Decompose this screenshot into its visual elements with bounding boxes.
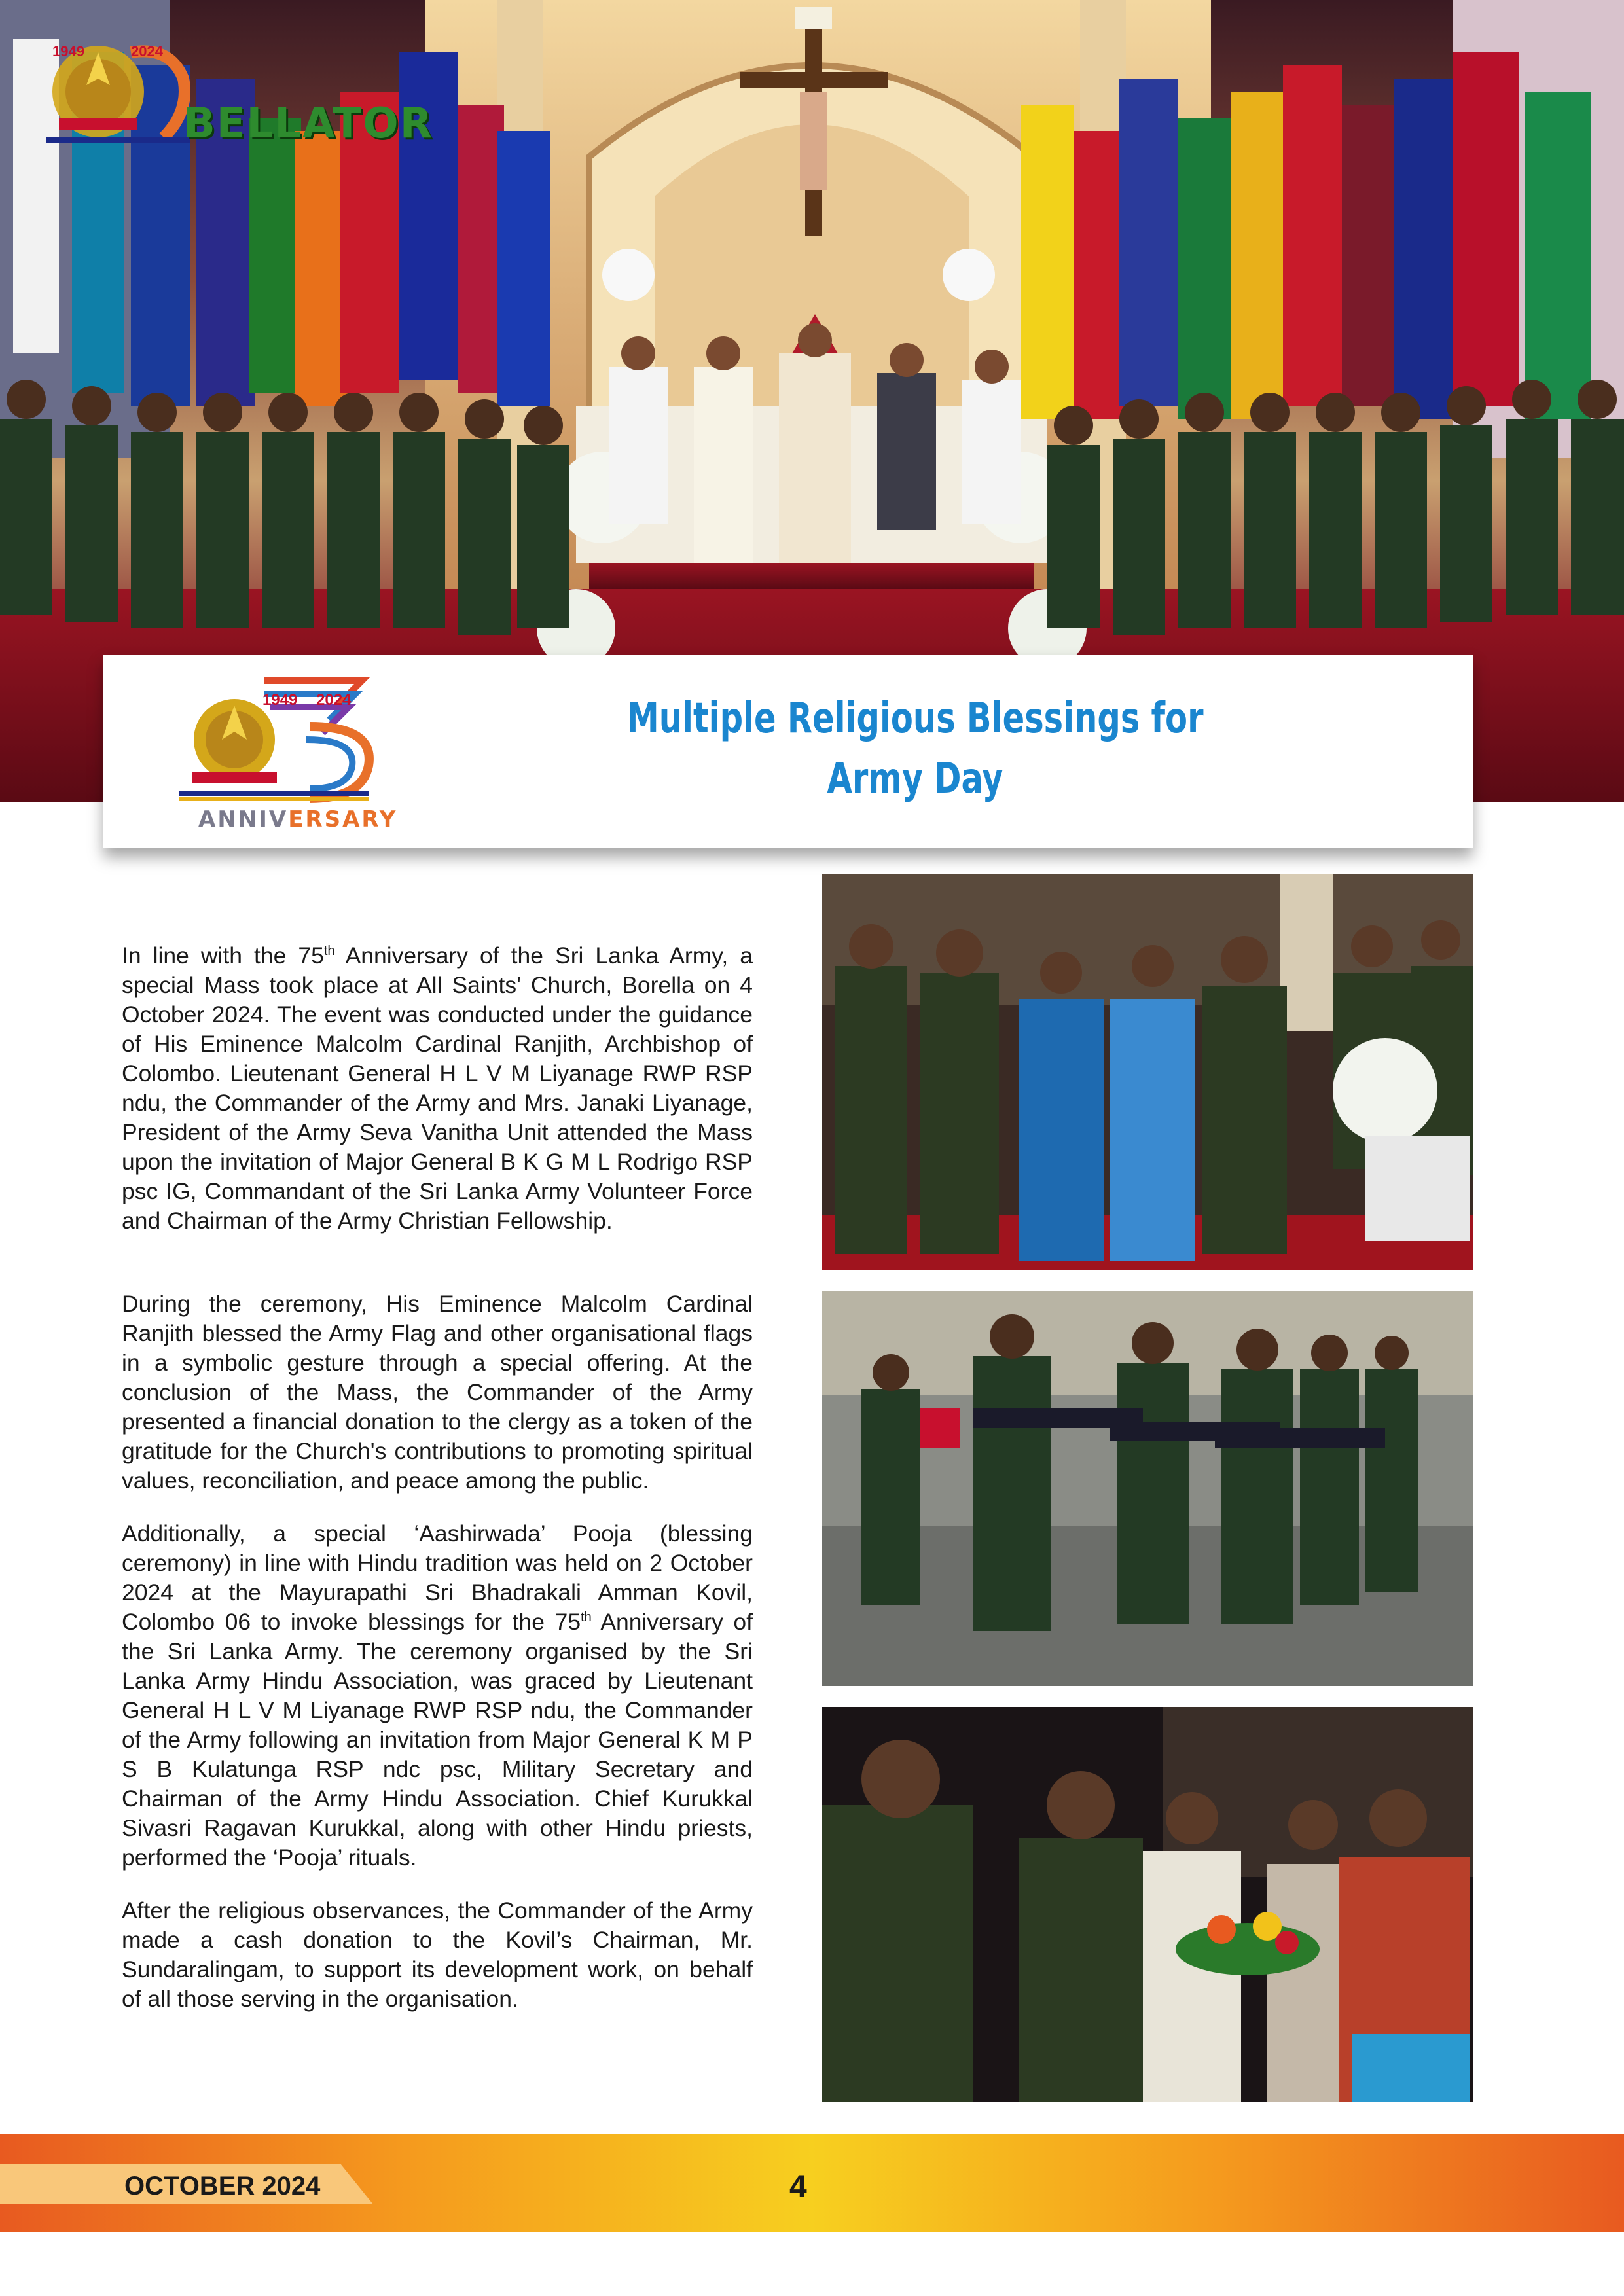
anniversary-label: [198, 806, 398, 833]
article-paragraph-4: After the religious observances, the Commander of the Army made a cash donation to the Kovil’s Chairman, Mr. Sundaralingam, to support its development work, on behalf of all those serving in the organisation.: [122, 1897, 753, 2012]
flag-procession-illustration: [822, 1291, 1473, 1686]
masthead-year-start: 1949: [52, 43, 84, 60]
hindu-pooja-illustration: [822, 1707, 1473, 2102]
logo-year-start: 1949: [262, 691, 298, 709]
article-paragraph-3: Additionally, a special ‘Aashirwada’ Pooja (blessing ceremony) in line with Hindu tradition was held on 2 October 2024 at the Mayurapathi Sri Bhadrakali Amman Kovil, Colombo 06 to invoke blessings for the 75th Anniversary of the Sri Lanka Army. The ceremony organised by the Sri Lanka Army Hindu Association, was graced by Lieutenant General H L V M Liyanage RWP RSP ndu, the Commander of the Army following an invitation from Major General K M P S B Kulatunga RSP ndc psc, Military Secretary and Chairman of the Army Hindu Association. Chief Kurukkal Sivasri Ragavan Kurukkal, along with other Hindu priests, performed the ‘Pooja’ rituals.: [122, 1520, 753, 1871]
logo-year-end: 2024: [316, 691, 352, 709]
photo-mass-attendees: [822, 874, 1473, 1270]
article-paragraph-1: In line with the 75th Anniversary of the Sri Lanka Army, a special Mass took place at All Saints' Church, Borella on 4 October 2024. The event was conducted under the guidance of His Eminence Malcolm Cardinal Ranjith, Archbishop of Colombo. Lieutenant General H L V M Liyanage RWP RSP ndu, the Commander of the Army and Mrs. Janaki Liyanage, President of the Army Seva Vanitha Unit attended the Mass upon the invitation of Major General B K G M L Rodrigo RSP psc IG, Commandant of the Sri Lanka Army Volunteer Force and Chairman of the Army Christian Fellowship.: [122, 942, 753, 1234]
photo-flag-procession: [822, 1291, 1473, 1686]
article-title: [532, 689, 1298, 809]
masthead-year-end: 2024: [131, 43, 163, 60]
page-number: 4: [789, 2170, 807, 2204]
mass-attendees-illustration: [822, 874, 1473, 1270]
masthead: [20, 26, 439, 157]
article-title-line2: Army Day: [827, 755, 1003, 803]
anniversary-logo: [166, 668, 398, 838]
anniversary-label-part-b: ERSARY: [288, 806, 398, 833]
article-title-card: [103, 655, 1473, 848]
masthead-name: BELLATOR: [183, 99, 433, 148]
anniversary-label-part-a: ANNIV: [198, 806, 289, 833]
anniversary-75-emblem-icon: [166, 668, 382, 805]
article-paragraph-2: During the ceremony, His Eminence Malcolm Cardinal Ranjith blessed the Army Flag and other organisational flags in a symbolic gesture through a special offering. At the conclusion of the Mass, the Commander of the Army presented a financial donation to the clergy as a token of the gratitude for the Church's contributions to promoting spiritual values, reconciliation, and peace among the public.: [122, 1291, 753, 1494]
article-title-line1: Multiple Religious Blessings for: [626, 694, 1204, 743]
photo-hindu-pooja: [822, 1707, 1473, 2102]
footer-month: OCTOBER 2024: [124, 2172, 321, 2200]
